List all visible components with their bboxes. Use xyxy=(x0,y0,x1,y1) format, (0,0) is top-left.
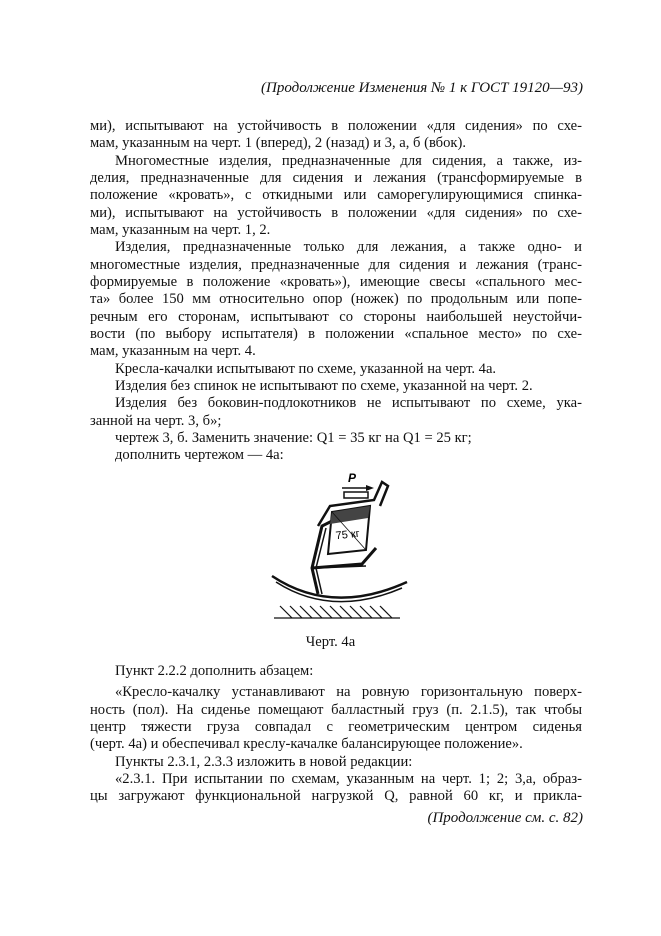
text-line: та» более 150 мм относительно опор (ножек) по продольным или попе- xyxy=(90,291,582,307)
floor-hatching-icon xyxy=(274,606,400,618)
text-line: Кресла-качалки испытывают по схеме, указанной на черт. 4а. xyxy=(115,361,497,377)
force-label: P xyxy=(348,471,357,485)
text-line: вости (по выбору испытателя) в положении «спальное место» по схе- xyxy=(90,326,582,342)
text-line: положение «кровать», с откидными или саморегулирующимися спинка- xyxy=(90,187,582,203)
text-line: Изделия, предназначенные только для лежания, а также одно- и xyxy=(115,239,582,255)
text-line: мам, указанным на черт. 4. xyxy=(90,343,256,359)
text-line: Изделия без спинок не испытывают по схеме, указанной на черт. 2. xyxy=(115,378,533,394)
load-label: 75 кг xyxy=(335,527,361,543)
page-header: (Продолжение Изменения № 1 к ГОСТ 19120—93) xyxy=(261,80,583,96)
text-line: чертеж 3, б. Заменить значение: Q1 = 35 кг на Q1 = 25 кг; xyxy=(115,430,472,446)
force-arrow-icon xyxy=(342,485,374,498)
text-line: ми), испытывают на устойчивость в положении «для сидения» по схе- xyxy=(90,205,582,221)
text-line: «Кресло-качалку устанавливают на ровную горизонтальную поверх- xyxy=(115,684,582,700)
text-line: ми), испытывают на устойчивость в положении «для сидения» по схе- xyxy=(90,118,582,134)
text-line: Пункты 2.3.1, 2.3.3 изложить в новой редакции: xyxy=(115,754,413,770)
text-line: «2.3.1. При испытании по схемам, указанным на черт. 1; 2; 3,а, образ- xyxy=(115,771,582,787)
text-line: делия, предназначенные для сидения и лежания (трансформируемые в xyxy=(90,170,582,186)
text-line: формируемые в положение «кровать»), имеющие свесы «спального мес- xyxy=(90,274,582,290)
text-line: Многоместные изделия, предназначенные для сидения, а также, из- xyxy=(115,153,582,169)
text-line: центр тяжести груза совпадал с геометрическим центром сиденья xyxy=(90,719,582,735)
text-line: многоместные изделия, предназначенные для сидения и лежания (транс- xyxy=(90,257,582,273)
text-line: Изделия без боковин-подлокотников не испытывают по схеме, ука- xyxy=(115,395,582,411)
page-footer: (Продолжение см. с. 82) xyxy=(427,810,583,826)
text-line: мам, указанным на черт. 1, 2. xyxy=(90,222,271,238)
text-line: дополнить чертежом — 4а: xyxy=(115,447,284,463)
text-line: речным его сторонам, испытывают со стороны наибольшей неустойчи- xyxy=(90,309,582,325)
text-line: цы загружают функциональной нагрузкой Q, равной 60 кг, и прикла- xyxy=(90,788,582,804)
rocking-chair-figure xyxy=(262,466,412,626)
text-line: занной на черт. 3, б»; xyxy=(90,413,222,429)
text-line: Пункт 2.2.2 дополнить абзацем: xyxy=(115,663,314,679)
text-line: ность (пол). На сиденье помещают балластный груз (п. 2.1.5), так чтобы xyxy=(90,702,582,718)
text-line: мам, указанным на черт. 1 (вперед), 2 (назад) и 3, а, б (вбок). xyxy=(90,135,466,151)
text-line: (черт. 4а) и обеспечивал креслу-качалке балансирующее положение». xyxy=(90,736,523,752)
figure-caption: Черт. 4а xyxy=(305,634,356,650)
